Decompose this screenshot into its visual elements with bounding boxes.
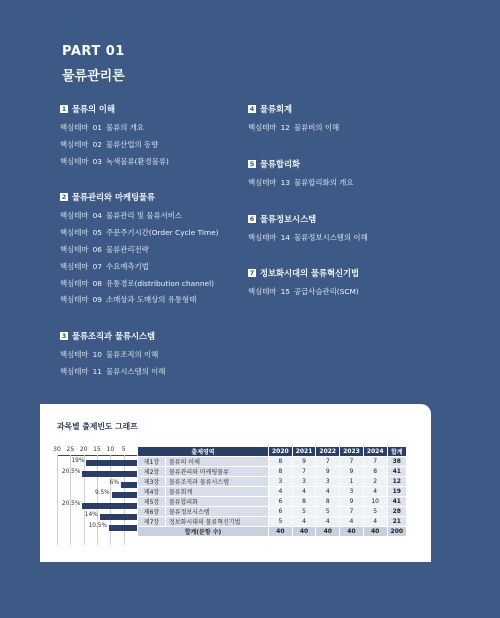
- chapter-cell: 제4장: [138, 487, 166, 497]
- toc-item-number: 06: [92, 244, 102, 254]
- axis-tick-label: 25: [66, 446, 75, 453]
- section-heading: [248, 213, 468, 225]
- toc-item-theme: 핵심테마: [248, 177, 277, 187]
- bar-row: [57, 523, 137, 532]
- table-row: [138, 497, 407, 507]
- toc-item-name: 공급사슬관리(SCM): [293, 287, 359, 297]
- section-heading: [60, 103, 240, 115]
- value-cell: 6: [269, 507, 293, 517]
- axis-tick-label: 10: [106, 446, 115, 453]
- toc-item-name: 물류의 개요: [105, 123, 145, 132]
- total-value-cell: 40: [340, 527, 364, 537]
- toc-item-theme: 핵심테마: [60, 139, 89, 149]
- section-title: 물류정보시스템: [260, 213, 317, 224]
- table-header-year: 2024: [363, 447, 387, 457]
- value-cell: 5: [292, 507, 316, 517]
- toc-item[interactable]: [60, 244, 240, 261]
- value-cell: 3: [269, 477, 293, 487]
- value-cell: 9: [340, 497, 364, 507]
- toc-item-number: 10: [92, 350, 102, 360]
- axis-tick-label: 20: [79, 446, 88, 453]
- chapter-cell: 제1장: [138, 457, 166, 467]
- value-cell: 7: [292, 467, 316, 477]
- toc-section: [248, 213, 468, 249]
- toc-item-theme: 핵심테마: [60, 228, 89, 238]
- total-value-cell: 40: [316, 527, 340, 537]
- bar-axis: [53, 446, 137, 455]
- bar-percent-label: 10.5%: [88, 522, 107, 529]
- section-heading: [248, 267, 468, 279]
- value-cell: 5: [363, 507, 387, 517]
- section-title: 물류의 이해: [72, 104, 115, 114]
- table-total-row: [138, 527, 407, 537]
- section-title: 물류관리와 마케팅물류: [72, 192, 156, 203]
- chapter-cell: 제6장: [138, 507, 166, 517]
- toc-item-number: 12: [280, 123, 290, 132]
- bar-row: [57, 512, 137, 521]
- toc-item-number: 08: [92, 278, 102, 288]
- frequency-bar: [121, 482, 137, 488]
- value-cell: 8: [269, 467, 293, 477]
- value-cell: 1: [340, 477, 364, 487]
- toc-item-theme: 핵심테마: [60, 261, 89, 271]
- toc-item[interactable]: [248, 177, 468, 194]
- toc-item-number: 04: [92, 211, 102, 221]
- table-header-year: 2022: [316, 447, 340, 457]
- section-number-badge: 7: [249, 269, 255, 278]
- chapter-cell: 제3장: [138, 477, 166, 487]
- value-cell: 2: [363, 477, 387, 487]
- section-number-badge: 4: [249, 105, 255, 113]
- toc-item-number: 14: [280, 232, 290, 242]
- value-cell: 3: [316, 477, 340, 487]
- value-cell: 9: [340, 467, 364, 477]
- toc-item[interactable]: [60, 227, 240, 244]
- table-row: [138, 487, 407, 497]
- toc-item[interactable]: [60, 156, 240, 173]
- toc-item-number: 01: [92, 123, 102, 132]
- toc-item[interactable]: [60, 139, 240, 156]
- toc-item[interactable]: [60, 278, 240, 295]
- total-cell: 21: [387, 517, 407, 527]
- toc-item[interactable]: [60, 366, 240, 383]
- total-cell: 38: [387, 457, 407, 467]
- value-cell: 5: [269, 517, 293, 527]
- total-value-cell: 40: [269, 527, 293, 537]
- bar-percent-label: 6%: [109, 479, 119, 486]
- table-header-area: 출제영역: [138, 447, 269, 457]
- section-number-badge: 1: [61, 105, 67, 113]
- section-number-badge: 2: [61, 193, 67, 202]
- value-cell: 8: [292, 497, 316, 507]
- value-cell: 4: [363, 517, 387, 527]
- bar-row: [57, 501, 137, 510]
- frequency-bar: [112, 492, 137, 498]
- toc-section: [248, 267, 468, 303]
- value-cell: 4: [340, 517, 364, 527]
- toc-item-name: 소매상과 도매상의 유통형태: [105, 295, 197, 305]
- toc-item-theme: 핵심테마: [60, 295, 89, 305]
- total-cell: 28: [387, 507, 407, 517]
- table-row: [138, 517, 407, 527]
- toc-item-theme: 핵심테마: [60, 244, 89, 254]
- total-cell: 41: [387, 497, 407, 507]
- value-cell: 9: [316, 467, 340, 477]
- toc-item-name: 유통경로(distribution channel): [105, 278, 215, 288]
- bar-row: [57, 490, 137, 499]
- value-cell: 8: [316, 497, 340, 507]
- toc-item-name: 물류산업의 동향: [105, 139, 159, 149]
- section-heading: [248, 158, 468, 170]
- value-cell: 3: [340, 487, 364, 497]
- toc-item-number: 03: [92, 156, 102, 166]
- total-cell: 41: [387, 467, 407, 477]
- value-cell: 3: [292, 477, 316, 487]
- value-cell: 7: [340, 507, 364, 517]
- value-cell: 8: [269, 457, 293, 467]
- table-header-year: 2021: [292, 447, 316, 457]
- total-value-cell: 40: [363, 527, 387, 537]
- toc-item-number: 09: [92, 295, 102, 305]
- toc-item[interactable]: [60, 261, 240, 278]
- toc-item-number: 15: [280, 287, 290, 297]
- toc-item-number: 11: [92, 366, 102, 376]
- bar-row: [57, 480, 137, 489]
- toc-item-name: 물류합리화의 개요: [293, 177, 354, 187]
- value-cell: 4: [363, 487, 387, 497]
- value-cell: 4: [292, 487, 316, 497]
- section-title: 물류합리화: [260, 158, 301, 169]
- toc-item-name: 물류관리 및 물류서비스: [105, 211, 183, 221]
- toc-item-theme: 핵심테마: [60, 278, 89, 288]
- toc-section: [60, 191, 240, 311]
- chapter-name-cell: 물류정보시스템: [166, 507, 269, 517]
- value-cell: 9: [292, 457, 316, 467]
- chapter-cell: 제2장: [138, 467, 166, 477]
- toc-item-theme: 핵심테마: [60, 123, 89, 132]
- total-value-cell: 200: [387, 527, 407, 537]
- toc-item-theme: 핵심테마: [248, 232, 277, 242]
- section-heading: [248, 103, 468, 115]
- frequency-title: 과목별 출제빈도 그래프: [57, 422, 138, 431]
- bar-percent-label: 20.5%: [61, 468, 81, 475]
- chapter-cell: 제7장: [138, 517, 166, 527]
- toc-section: [248, 158, 468, 194]
- toc-item[interactable]: [60, 122, 240, 139]
- toc-item[interactable]: [248, 286, 468, 303]
- bar-percent-label: 9.5%: [94, 490, 110, 497]
- chapter-cell: 제5장: [138, 497, 166, 507]
- bar-percent-label: 20.5%: [61, 501, 81, 508]
- value-cell: 7: [316, 457, 340, 467]
- toc-item-number: 05: [92, 228, 102, 238]
- toc-item-theme: 핵심테마: [60, 350, 89, 360]
- toc-section: [248, 103, 468, 139]
- toc-item[interactable]: [60, 294, 240, 311]
- section-number-badge: 6: [249, 214, 255, 223]
- table-row: [138, 467, 407, 477]
- toc-item-theme: 핵심테마: [248, 123, 277, 132]
- total-cell: 19: [387, 487, 407, 497]
- toc-item-name: 물류비의 이해: [293, 123, 340, 132]
- axis-tick-label: 15: [93, 446, 101, 453]
- chapter-name-cell: 정보화시대의 물류혁신기법: [166, 517, 269, 527]
- toc-left-column: [60, 103, 240, 402]
- axis-tick-label: 5: [121, 446, 126, 453]
- frequency-card: [40, 404, 431, 562]
- table-header-year: 2020: [269, 447, 293, 457]
- total-label-cell: 합계(문항 수): [138, 527, 269, 537]
- value-cell: 4: [269, 487, 293, 497]
- total-value-cell: 40: [292, 527, 316, 537]
- toc-item[interactable]: [60, 349, 240, 366]
- section-number-badge: 5: [249, 159, 255, 168]
- chapter-name-cell: 물류관리와 마케팅물류: [166, 467, 269, 477]
- toc-item-number: 13: [280, 177, 290, 187]
- toc-item-name: 물류정보시스템의 이해: [293, 232, 368, 242]
- section-title: 정보화시대의 물류혁신기법: [260, 268, 360, 279]
- bar-percent-label: 14%: [84, 512, 98, 518]
- axis-tick-label: 30: [53, 446, 61, 453]
- toc-item-number: 02: [92, 139, 102, 149]
- frequency-bar: [82, 471, 137, 477]
- table-header-year: 2023: [340, 447, 364, 457]
- section-heading: [60, 330, 240, 342]
- toc-item-number: 07: [92, 261, 102, 271]
- toc-item-theme: 핵심테마: [60, 156, 89, 166]
- frequency-bar: [82, 503, 137, 509]
- value-cell: 6: [269, 497, 293, 507]
- bar-row: [57, 469, 137, 478]
- toc-item[interactable]: [60, 210, 240, 227]
- table-row: [138, 477, 407, 487]
- value-cell: 7: [363, 457, 387, 467]
- toc-item-name: 물류조직의 이해: [105, 350, 159, 360]
- value-cell: 4: [316, 517, 340, 527]
- value-cell: 5: [316, 507, 340, 517]
- table-row: [138, 457, 407, 467]
- chapter-name-cell: 물류회계: [166, 487, 269, 497]
- frequency-bar: [109, 525, 137, 531]
- section-title: 물류회계: [260, 104, 293, 114]
- toc-item-theme: 핵심테마: [248, 287, 277, 297]
- frequency-table: [137, 446, 407, 537]
- value-cell: 7: [340, 457, 364, 467]
- toc-item-name: 수요예측기법: [105, 261, 149, 271]
- frequency-bar: [100, 514, 137, 520]
- frequency-bar-chart: [57, 457, 137, 545]
- toc-item-name: 주문주기시간(Order Cycle Time): [105, 228, 219, 238]
- toc-item-name: 물류시스템의 이해: [105, 366, 166, 376]
- part-title: 물류관리론: [62, 69, 125, 84]
- total-cell: 12: [387, 477, 407, 487]
- value-cell: 8: [363, 467, 387, 477]
- toc-section: [60, 330, 240, 383]
- toc-item-name: 물류관리전략: [105, 244, 149, 254]
- section-number-badge: 3: [61, 332, 67, 341]
- table-header-year: 합계: [387, 447, 407, 457]
- value-cell: 10: [363, 497, 387, 507]
- value-cell: 4: [292, 517, 316, 527]
- bar-percent-label: 19%: [71, 458, 85, 464]
- toc-item-theme: 핵심테마: [60, 211, 89, 221]
- value-cell: 4: [316, 487, 340, 497]
- frequency-bar: [86, 460, 137, 466]
- part-label: PART 01: [62, 44, 125, 59]
- toc-item[interactable]: [248, 232, 468, 249]
- chapter-name-cell: 물류의 이해: [166, 457, 269, 467]
- chapter-name-cell: 물류조직과 물류시스템: [166, 477, 269, 487]
- toc-item-theme: 핵심테마: [60, 366, 89, 376]
- bar-row: [57, 458, 137, 467]
- section-title: 물류조직과 물류시스템: [72, 331, 156, 342]
- chapter-name-cell: 물류합리화: [166, 497, 269, 507]
- section-heading: [60, 191, 240, 203]
- table-row: [138, 507, 407, 517]
- toc-item[interactable]: [248, 122, 468, 139]
- toc-item-name: 녹색물류(환경물류): [105, 156, 169, 166]
- toc-right-column: [248, 103, 468, 322]
- toc-section: [60, 103, 240, 172]
